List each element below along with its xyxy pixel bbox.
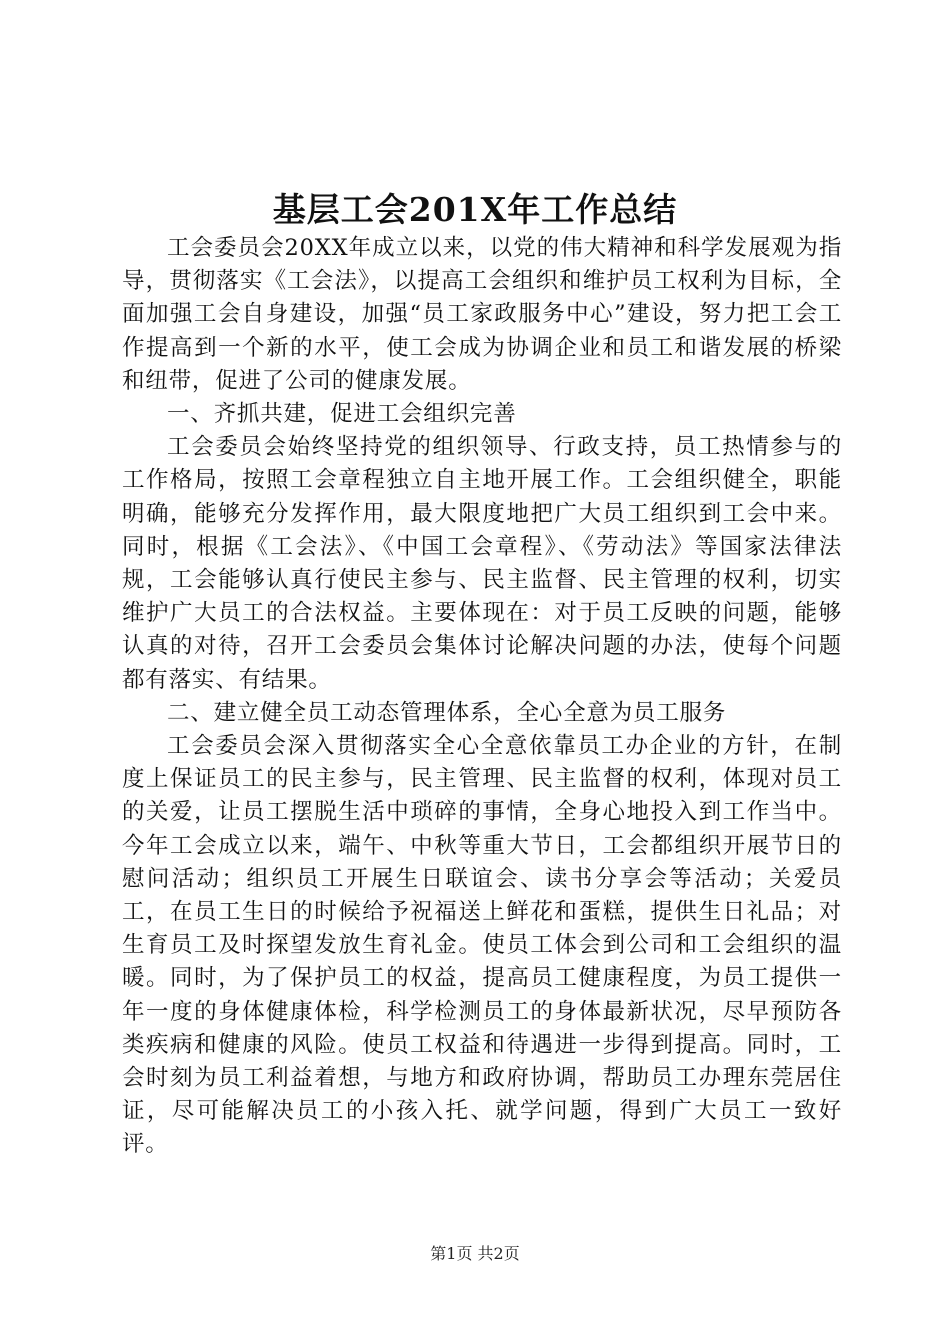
document-body [122,232,842,1162]
document-title: 基层工会201X年工作总结 [272,190,678,229]
section-heading-1: 一、齐抓共建，促进工会组织完善 [167,401,517,428]
page-number-footer: 第1页 共2页 [430,1244,520,1263]
section-heading-2: 二、建立健全员工动态管理体系，全心全意为员工服务 [167,699,727,726]
intro-paragraph: 工会委员会20XX年成立以来，以党的伟大精神和科学发展观为指导，贯彻落实《工会法》，以提高工会组织和维护员工权利为目标，全面加强工会自身建设，加强“员工家政服务中心”建设，努力把工会工作提高到一个新的水平，使工会成为协调企业和员工和谐发展的桥梁和纽带，促进了公司的健康发展。 [122,235,842,394]
section-2-paragraph: 工会委员会深入贯彻落实全心全意依靠员工办企业的方针，在制度上保证员工的民主参与，民主管理、民主监督的权利，体现对员工的关爱，让员工摆脱生活中琐碎的事情，全身心地投入到工作当中。今年工会成立以来，端午、中秋等重大节日，工会都组织开展节日的慰问活动；组织员工开展生日联谊会、读书分享会等活动；关爱员工，在员工生日的时候给予祝福送上鲜花和蛋糕，提供生日礼品；对生育员工及时探望发放生育礼金。使员工体会到公司和工会组织的温暖。同时，为了保护员工的权益，提高员工健康程度，为员工提供一年一度的身体健康体检，科学检测员工的身体最新状况，尽早预防各类疾病和健康的风险。使员工权益和待遇进一步得到提高。同时，工会时刻为员工利益着想，与地方和政府协调，帮助员工办理东莞居住证，尽可能解决员工的小孩入托、就学问题，得到广大员工一致好评。 [122,733,842,1158]
section-1-paragraph: 工会委员会始终坚持党的组织领导、行政支持，员工热情参与的工作格局，按照工会章程独立自主地开展工作。工会组织健全，职能明确，能够充分发挥作用，最大限度地把广大员工组织到工会中来。同时，根据《工会法》、《中国工会章程》、《劳动法》等国家法律法规，工会能够认真行使民主参与、民主监督、民主管理的权利，切实维护广大员工的合法权益。主要体现在：对于员工反映的问题，能够认真的对待，召开工会委员会集体讨论解决问题的办法，使每个问题都有落实、有结果。 [122,434,842,693]
